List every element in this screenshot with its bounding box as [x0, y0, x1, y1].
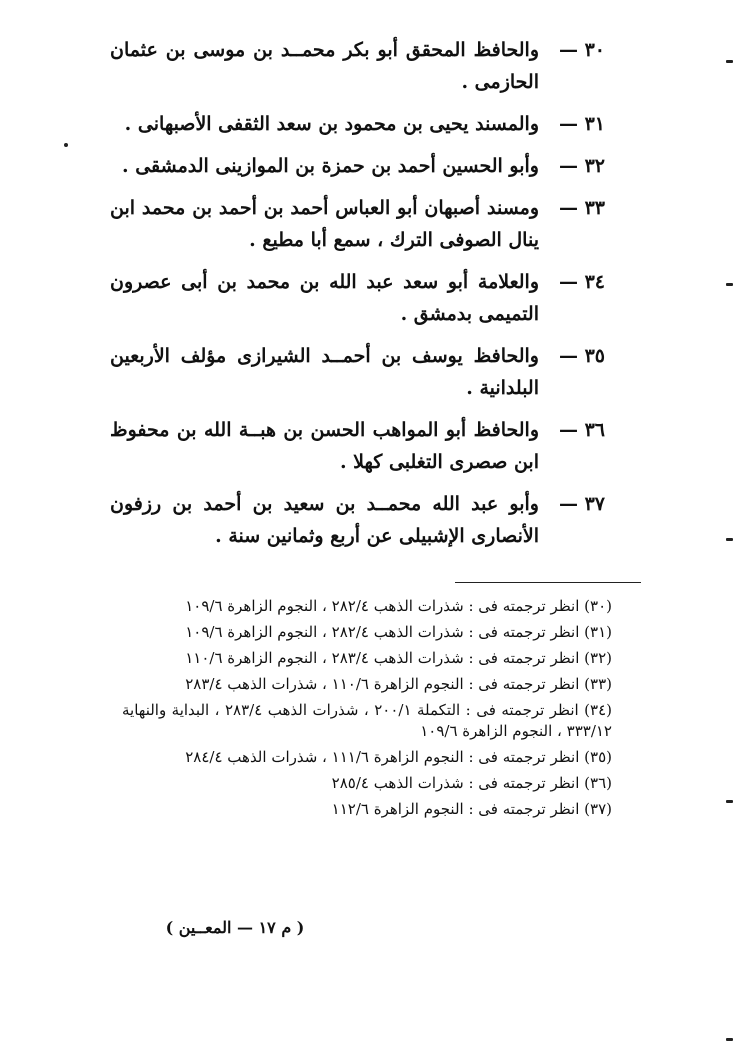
entry — [110, 266, 605, 330]
entry — [110, 340, 605, 404]
scan-mark — [726, 60, 733, 63]
page-signature: ( م ١٧ — المعــين ) — [165, 918, 305, 937]
scan-mark — [726, 538, 733, 541]
entry-number: ٣٦ — — [558, 419, 605, 441]
scan-mark — [726, 1038, 733, 1041]
footnote: (٣٦) انظر ترجمته فى : شذرات الذهب ٢٨٥/٤ — [331, 774, 612, 792]
entry — [110, 192, 605, 256]
scan-mark — [726, 800, 733, 803]
entry-number: ٣١ — — [558, 113, 605, 135]
footnotes — [122, 596, 612, 825]
entry-text: والحافظ المحقق أبو بكر محمــد بن موسى بن عثمان الحازمى . — [110, 39, 539, 93]
footnote: (٣٣) انظر ترجمته فى : النجوم الزاهرة ١١٠/٦ ، شذرات الذهب ٢٨٣/٤ — [185, 675, 612, 693]
entry — [110, 414, 605, 478]
entry-text: والحافظ أبو المواهب الحسن بن هبــة الله بن محفوظ ابن صصرى التغلبى كهلا . — [110, 419, 539, 473]
entry — [110, 150, 605, 182]
scan-mark — [726, 283, 733, 286]
entry-number: ٣٠ — — [558, 39, 605, 61]
entry-text: والمسند يحيى بن محمود بن سعد الثقفى الأصبهانى . — [124, 113, 539, 135]
entry-number: ٣٧ — — [558, 493, 605, 515]
entries-list — [110, 34, 605, 562]
entry-text: والعلامة أبو سعد عبد الله بن محمد بن أبى عصرون التميمى بدمشق . — [110, 271, 539, 325]
entry-number: ٣٢ — — [558, 155, 605, 177]
footnote: (٣٢) انظر ترجمته فى : شذرات الذهب ٢٨٣/٤ ، النجوم الزاهرة ١١٠/٦ — [185, 649, 612, 667]
entry-number: ٣٥ — — [558, 345, 605, 367]
entry-text: ومسند أصبهان أبو العباس أحمد بن أحمد بن محمد ابن ينال الصوفى الترك ، سمع أبا مطيع . — [110, 197, 539, 251]
scan-speck — [64, 143, 68, 147]
footnote: (٣٥) انظر ترجمته فى : النجوم الزاهرة ١١١/٦ ، شذرات الذهب ٢٨٤/٤ — [185, 748, 612, 766]
footnote: (٣٧) انظر ترجمته فى : النجوم الزاهرة ١١٢/٦ — [331, 800, 612, 818]
entry — [110, 108, 605, 140]
footnote-separator — [455, 582, 641, 583]
footnote: (٣١) انظر ترجمته فى : شذرات الذهب ٢٨٢/٤ ، النجوم الزاهرة ١٠٩/٦ — [185, 623, 612, 641]
entry-number: ٣٣ — — [558, 197, 605, 219]
entry-text: وأبو الحسين أحمد بن حمزة بن الموازينى الدمشقى . — [121, 155, 539, 177]
entry — [110, 34, 605, 98]
entry-text: وأبو عبد الله محمــد بن سعيد بن أحمد بن رزفون الأنصارى الإشبيلى عن أربع وثمانين سنة . — [110, 493, 539, 547]
entry-text: والحافظ يوسف بن أحمــد الشيرازى مؤلف الأربعين البلدانية . — [110, 345, 539, 399]
footnote: (٣٤) انظر ترجمته فى : التكملة ٢٠٠/١ ، شذرات الذهب ٢٨٣/٤ ، البداية والنهاية ٣٣٣/١٢ ، النجوم الزاهرة ١٠٩/٦ — [122, 701, 612, 740]
entry-number: ٣٤ — — [558, 271, 605, 293]
entry — [110, 488, 605, 552]
footnote: (٣٠) انظر ترجمته فى : شذرات الذهب ٢٨٢/٤ ، النجوم الزاهرة ١٠٩/٦ — [185, 597, 612, 615]
